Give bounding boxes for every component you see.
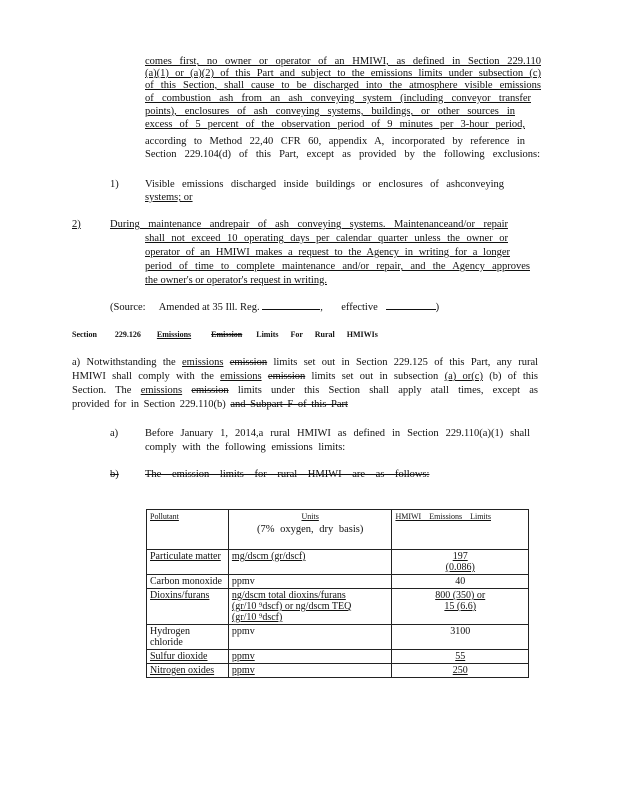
emissions-limits-table [146,509,529,678]
pollutant-cell [147,550,229,575]
sub-a-line: comply with the following emissions limits: [145,442,346,453]
heading-section-number: 229.126 [114,330,141,339]
source-close: ) [435,302,440,313]
effective-date-blank [386,309,436,310]
para-line: points), enclosures of ash conveying systems, buildings, or other sources in [145,106,515,117]
sub-a-line: Before January 1, 2014,a rural HMIWI as defined in Section 229.110(a)(1) shall [145,428,530,439]
limit-cell [392,664,529,678]
item-2-line: operator of an HMIWI makes a request to the Agency in writing for a longer [145,247,510,258]
header-units-text: Units [301,512,319,521]
table-row [147,575,529,589]
pollutant-cell-line: Particulate matter [150,551,221,562]
item-1-number: 1) [110,179,119,190]
limit-cell [392,550,529,575]
header-hmiwi [392,510,529,550]
limit-cell [392,589,529,625]
para-a-line: Section. The emissions emission limits under this Section shall apply atall times, except as [72,385,539,396]
para-line: according to Method 22,40 CFR 60, appendix A, incorporated by reference in [145,136,525,147]
heading-inserted-word: Emissions [156,330,192,339]
heading-section-label: Section [72,330,97,339]
section-heading [72,329,378,341]
limit-cell-line: 250 [452,665,468,676]
header-pollutant-text: Pollutant [150,512,179,521]
sub-b-label: b) [110,469,119,480]
units-cell-line: ppmv [231,665,255,676]
para-line: of combustion ash from an ash conveying system (including conveyor transfer [145,93,531,104]
pollutant-cell-line: Nitrogen oxides [150,665,215,676]
table-row [147,589,529,625]
limit-cell-line: (0.086) [445,562,475,573]
para-line: of this Section, shall cause to be discharged into the atmosphere visible emissions [145,80,541,91]
para-line: excess of 5 percent of the observation period of 9 minutes per 3-hour period, [145,119,525,130]
heading-title: Limits For Rural HMIWIs [256,330,378,339]
source-label: (Source: [110,302,146,313]
pollutant-cell [147,664,229,678]
table-header-row [147,510,529,550]
table-row [147,650,529,664]
pollutant-cell [147,589,229,625]
units-cell [228,550,392,575]
units-cell-line: (gr/10 ⁹dscf) [231,612,283,623]
table-row [147,550,529,575]
sub-b-text: The emission limits for rural HMIWI are as follows: [145,469,430,480]
item-2-line: During maintenance andrepair of ash conveying systems. Maintenanceand/or repair [110,219,508,230]
header-pollutant [147,510,229,550]
units-cell-line: ppmv [231,576,255,587]
header-units [228,510,392,550]
limit-cell-line: 55 [455,651,466,662]
limit-cell-line: 197 [452,551,468,562]
para-line: Section 229.104(d) of this Part, except as provided by the following exclusions: [145,149,540,160]
limit-cell-line: 3100 [450,626,471,637]
limit-cell-line: 15 (6.6) [444,601,477,612]
units-cell [228,589,392,625]
source-amended: Amended at 35 Ill. Reg. [158,302,260,313]
item-2-line: shall not exceed 10 operating days per calendar quarter unless the owner or [145,233,508,244]
pollutant-cell-line: Sulfur dioxide [150,651,208,662]
pollutant-cell [147,575,229,589]
para-a-line: a) Notwithstanding the emissions emission limits set out in Section 229.125 of this Part, any rural [72,357,539,368]
units-cell-line: (gr/10 ⁹dscf) or ng/dscm TEQ [231,601,352,612]
item-2-number: 2) [72,219,81,230]
item-2-line: the owner's or operator's request in writing. [145,275,327,286]
units-cell-line: ppmv [231,626,255,637]
pollutant-cell [147,650,229,664]
sub-a-label: a) [110,428,119,439]
units-cell [228,625,392,650]
item-1-line: Visible emissions discharged inside buildings or enclosures of ashconveying [145,179,504,190]
limit-cell [392,575,529,589]
units-cell [228,650,392,664]
pollutant-cell-line: Dioxins/furans [150,590,210,601]
pollutant-cell-line: Carbon monoxide [150,576,222,587]
units-cell-line: mg/dscm (gr/dscf) [231,551,306,562]
units-cell-line: ppmv [231,651,255,662]
units-cell [228,575,392,589]
table-row [147,664,529,678]
limit-cell [392,625,529,650]
source-note: (Source: Amended at 35 Ill. Reg. , effective ) [110,302,440,313]
para-line: comes first, no owner or operator of an HMIWI, as defined in Section 229.110 [145,56,541,67]
heading-deleted-word: Emission [211,330,243,339]
limit-cell [392,650,529,664]
units-cell-line: ng/dscm total dioxins/furans [231,590,346,601]
para-a-line: provided for in Section 229.110(b) and Subpart F of this Part [72,399,348,410]
header-hmiwi-text: HMIWI Emissions Limits [395,512,491,521]
item-2-line: period of time to complete maintenance and/or repair, and the Agency approves [145,261,530,272]
units-cell [228,664,392,678]
register-blank [262,309,320,310]
table-row [147,625,529,650]
para-line: (a)(1) or (a)(2) of this Part and subject to the emissions limits under subsection (c) [145,68,541,79]
limit-cell-line: 800 (350) or [435,590,486,601]
source-effective: effective [341,302,378,313]
limit-cell-line: 40 [455,576,466,587]
pollutant-cell-line: Hydrogen chloride [150,626,190,648]
item-1-line: systems; or [145,192,193,203]
para-a-line: HMIWI shall comply with the emissions emission limits set out in subsection (a) or(c) (b) of this [72,371,539,382]
pollutant-cell [147,625,229,650]
header-units-basis: (7% oxygen, dry basis) [256,524,364,535]
